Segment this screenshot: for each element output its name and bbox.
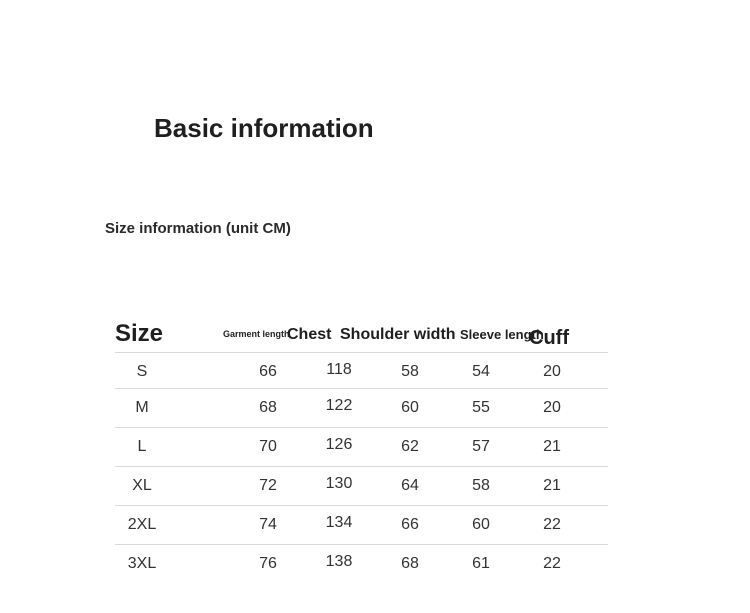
- cell-cuff: 20: [543, 399, 561, 416]
- cell-shoulder-width: 64: [401, 477, 419, 494]
- cell-sleeve-length: 58: [472, 477, 490, 494]
- table-row: [115, 352, 608, 391]
- page-title: Basic information: [154, 113, 374, 143]
- row-divider: [115, 466, 608, 467]
- cell-garment-length: 66: [259, 363, 277, 380]
- cell-chest: 134: [325, 514, 353, 531]
- cell-cuff: 22: [543, 516, 561, 533]
- cell-shoulder-width: 58: [401, 363, 419, 380]
- header-shoulder-width: Shoulder width: [340, 326, 456, 343]
- row-divider: [115, 544, 608, 545]
- cell-chest: 130: [325, 475, 353, 492]
- cell-sleeve-length: 57: [472, 438, 490, 455]
- cell-sleeve-length: 60: [472, 516, 490, 533]
- cell-size: S: [136, 363, 148, 380]
- cell-chest: 118: [326, 361, 352, 378]
- cell-chest: 138: [325, 553, 353, 570]
- header-garment-length: Garment length: [223, 329, 290, 339]
- cell-shoulder-width: 62: [401, 438, 419, 455]
- row-divider: [115, 352, 608, 353]
- cell-shoulder-width: 60: [401, 399, 419, 416]
- cell-size: 3XL: [127, 555, 157, 572]
- cell-garment-length: 74: [259, 516, 277, 533]
- cell-cuff: 21: [543, 477, 561, 494]
- cell-garment-length: 70: [259, 438, 277, 455]
- cell-size: XL: [132, 477, 152, 494]
- cell-chest: 122: [325, 397, 353, 414]
- row-divider: [115, 505, 608, 506]
- table-row: [115, 544, 608, 583]
- cell-chest: 126: [325, 436, 353, 453]
- header-cuff: Cuff: [529, 327, 569, 349]
- section-subtitle: Size information (unit CM): [105, 220, 291, 237]
- row-divider: [115, 388, 608, 389]
- cell-sleeve-length: 61: [472, 555, 490, 572]
- cell-cuff: 22: [543, 555, 561, 572]
- cell-cuff: 21: [543, 438, 561, 455]
- table-row: [115, 505, 608, 544]
- cell-size: 2XL: [127, 516, 157, 533]
- header-size: Size: [115, 320, 164, 347]
- cell-garment-length: 68: [259, 399, 277, 416]
- header-sleeve-length: Sleeve length: [460, 327, 544, 342]
- cell-cuff: 20: [543, 363, 561, 380]
- table-row: [115, 427, 608, 466]
- cell-garment-length: 76: [259, 555, 277, 572]
- row-divider: [115, 427, 608, 428]
- cell-sleeve-length: 54: [472, 363, 490, 380]
- table-row: [115, 466, 608, 505]
- cell-garment-length: 72: [259, 477, 277, 494]
- cell-sleeve-length: 55: [472, 399, 490, 416]
- cell-shoulder-width: 68: [401, 555, 419, 572]
- cell-size: M: [135, 399, 149, 416]
- cell-size: L: [137, 438, 147, 455]
- cell-shoulder-width: 66: [401, 516, 419, 533]
- table-row: [115, 388, 608, 427]
- header-chest: Chest: [287, 326, 332, 343]
